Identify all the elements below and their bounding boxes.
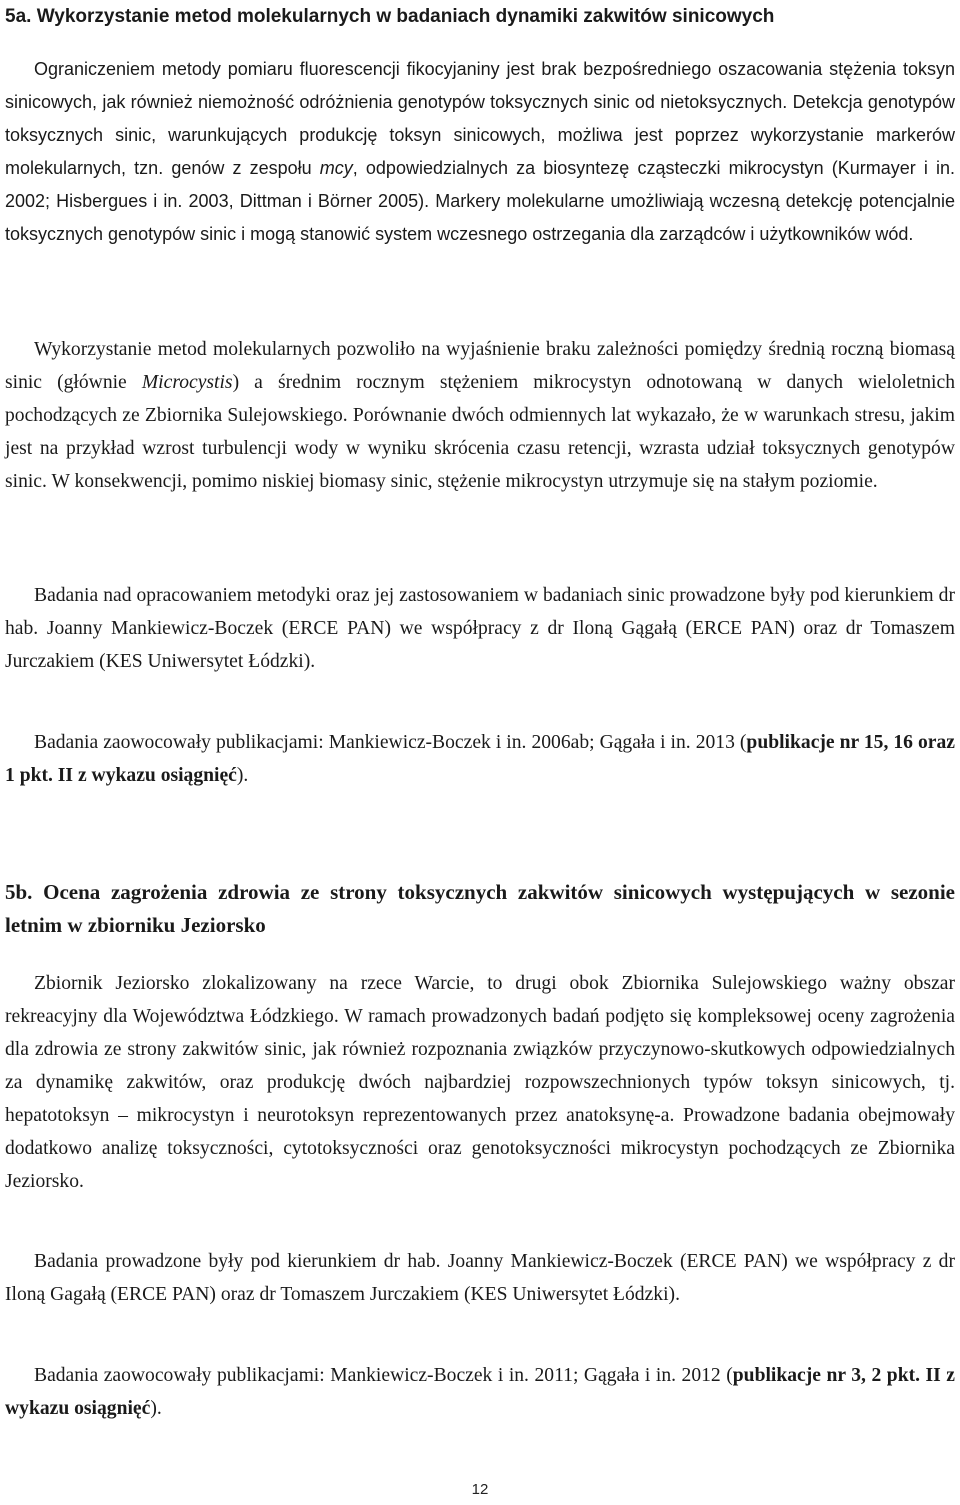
italic-genus-name: Microcystis — [141, 372, 233, 393]
text-run: ). — [150, 1398, 162, 1419]
italic-gene-name: mcy — [319, 158, 353, 178]
section-5b-paragraph-1: Zbiornik Jeziorsko zlokalizowany na rzece Warcie, to drugi obok Zbiornika Sulejowskiego ważny obszar rekreacyjny dla Województwa Łódzkiego. W ramach prowadzonych badań podjęto się kompleksowej oceny zagrożenia dla zdrowia ze strony zakwitów sinic, jak również rozpoznania związków przyczynowo-skutkowych odpowiedzialnych za dynamikę zakwitów, oraz produkcję dwóch najbardziej rozpowszechnionych typów toksyn sinicowych, tj. hepatotoksyn – mikrocystyn i neurotoksyn reprezentowanych przez anatoksynę-a. Prowadzone badania obejmowały dodatkowo analizę toksyczności, cytotoksyczności oraz genotoksyczności mikrocystyn pochodzących ze Zbiornika Jeziorsko. — [5, 973, 955, 1192]
section-5a-paragraph-2 — [5, 333, 955, 498]
section-5a-paragraph-3: Badania nad opracowaniem metodyki oraz jej zastosowaniem w badaniach sinic prowadzone były pod kierunkiem dr hab. Joanny Mankiewicz-Boczek (ERCE PAN) we współpracy z dr Iloną Gągałą (ERCE PAN) oraz dr Tomaszem Jurczakiem (KES Uniwersytet Łódzki). — [5, 585, 955, 672]
text-run: ) a średnim rocznym stężeniem mikrocystyn odnotowaną w danych wieloletnich pochodzących ze Zbiornika Sulejowskiego. Porównanie dwóch odmiennych lat wykazało, że w warunkach stresu, jakim jest na przykład wzrost turbulencji wody w wyniku skrócenia czasu retencji, wzrasta udział toksycznych genotypów sinic. W konsekwencji, pomimo niskiej biomasy sinic, stężenie mikrocystyn utrzymuje się na stałym poziomie. — [5, 372, 955, 492]
text-run: Badania zaowocowały publikacjami: Mankiewicz-Boczek i in. 2011; Gągała i in. 2012 ( — [34, 1365, 733, 1386]
section-5a-paragraph-1 — [5, 53, 955, 251]
section-5a-heading: 5a. Wykorzystanie metod molekularnych w badaniach dynamiki zakwitów sinicowych — [5, 6, 775, 27]
text-run: Wykorzystanie metod molekularnych pozwoliło na wyjaśnienie braku zależności pomiędzy średnią roczną biomasą sinic (głównie — [5, 339, 955, 393]
section-5b-paragraph-2: Badania prowadzone były pod kierunkiem dr hab. Joanny Mankiewicz-Boczek (ERCE PAN) we współpracy z dr Iloną Gagałą (ERCE PAN) oraz dr Tomaszem Jurczakiem (KES Uniwersytet Łódzki). — [5, 1251, 955, 1305]
text-run: , odpowiedzialnych za biosyntezę cząsteczki mikrocystyn (Kurmayer i in. 2002; Hisbergues i in. 2003, Dittman i Börner 2005). Markery molekularne umożliwiają wczesną detekcję potencjalnie toksycznych genotypów sinic i mogą stanowić system wczesnego ostrzegania dla zarządców i użytkowników wód. — [5, 158, 955, 244]
bold-publication-ref: publikacje nr 15, 16 oraz 1 pkt. II z wykazu osiągnięć — [5, 732, 955, 786]
text-run: Badania zaowocowały publikacjami: Mankiewicz-Boczek i in. 2006ab; Gągała i in. 2013 ( — [34, 732, 747, 753]
text-run: ). — [236, 765, 249, 786]
text-run: Ograniczeniem metody pomiaru fluorescencji fikocyjaniny jest brak bezpośredniego oszacowania stężenia toksyn sinicowych, jak również niemożność odróżnienia genotypów toksycznych sinic od nietoksycznych. Detekcja genotypów toksycznych sinic, warunkujących produkcję toksyn sinicowych, możliwa jest poprzez wykorzystanie markerów molekularnych, tzn. genów z zespołu — [5, 59, 955, 178]
section-5b-heading: 5b. Ocena zagrożenia zdrowia ze strony toksycznych zakwitów sinicowych występujących w sezonie letnim w zbiorniku Jeziorsko — [5, 880, 955, 937]
bold-publication-ref: publikacje nr 3, 2 pkt. II z wykazu osiągnięć — [5, 1365, 955, 1419]
section-5b-paragraph-3 — [5, 1359, 955, 1425]
page-number: 12 — [471, 1481, 489, 1498]
section-5a-paragraph-4 — [5, 726, 955, 792]
